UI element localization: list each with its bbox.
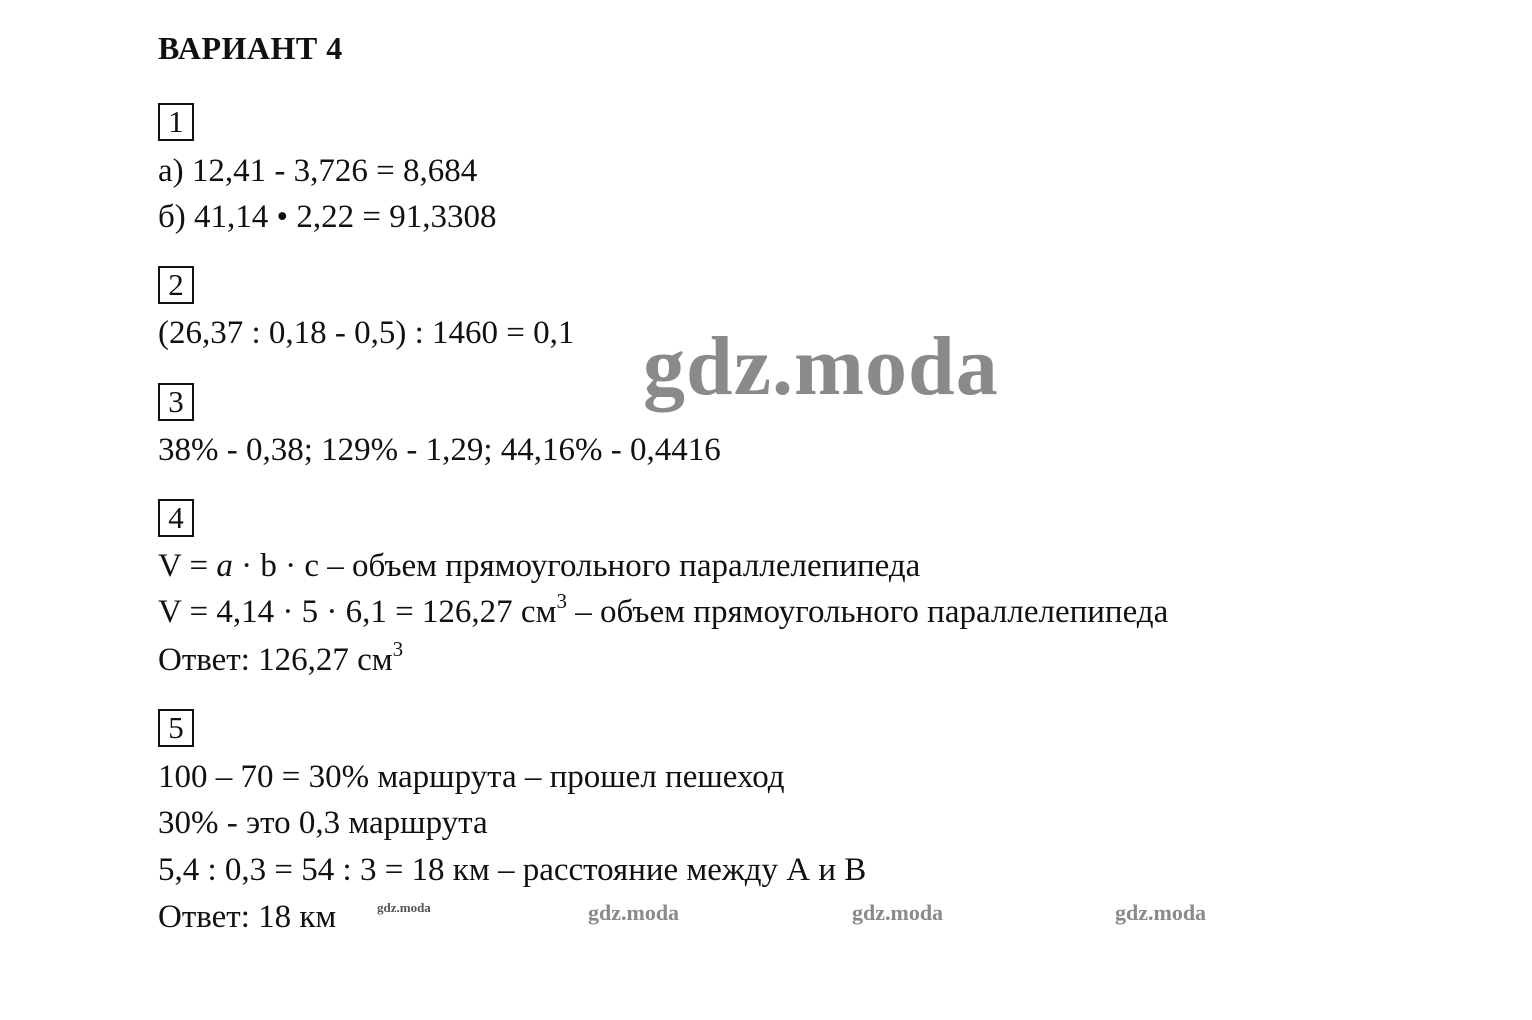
page-title: ВАРИАНТ 4	[158, 30, 343, 66]
watermark-footer: gdz.moda	[1115, 900, 1207, 925]
line-text: V = 4,14 · 5 · 6,1 = 126,27 см	[158, 594, 557, 630]
task-line: 5,4 : 0,3 = 54 : 3 = 18 км – расстояние между А и В	[158, 852, 867, 888]
watermark-logo: gdz.moda	[643, 320, 999, 413]
task-number-box: 5	[158, 709, 194, 747]
task-line	[158, 546, 920, 586]
task-number-box: 1	[158, 103, 194, 141]
task-line: 38% - 0,38; 129% - 1,29; 44,16% - 0,4416	[158, 432, 721, 468]
task-line: (26,37 : 0,18 - 0,5) : 1460 = 0,1	[158, 315, 575, 351]
watermark-footer: gdz.moda	[852, 900, 944, 925]
line-text: · b · c – объем прямоугольного параллелепипеда	[232, 548, 921, 584]
task-line: б) 41,14 • 2,22 = 91,3308	[158, 199, 497, 235]
task-line	[158, 589, 1169, 632]
task-line: 100 – 70 = 30% маршрута – прошел пешеход	[158, 759, 785, 795]
line-text: Ответ: 126,27 см	[158, 642, 393, 678]
answer-line	[158, 637, 404, 680]
task-line: а) 12,41 - 3,726 = 8,684	[158, 153, 478, 189]
superscript: 3	[392, 637, 404, 661]
task-number-box: 2	[158, 266, 194, 304]
answer-line: Ответ: 18 км	[158, 899, 337, 935]
superscript: 3	[556, 589, 567, 613]
variable-a: a	[216, 548, 233, 584]
line-text: V =	[158, 548, 217, 584]
task-number-box: 4	[158, 499, 194, 537]
watermark-footer: gdz.moda	[588, 900, 680, 925]
task-number-box: 3	[158, 383, 194, 421]
line-text: – объем прямоугольного параллелепипеда	[566, 594, 1169, 630]
watermark-tiny: gdz.moda	[377, 900, 431, 915]
task-line: 30% - это 0,3 маршрута	[158, 805, 488, 841]
